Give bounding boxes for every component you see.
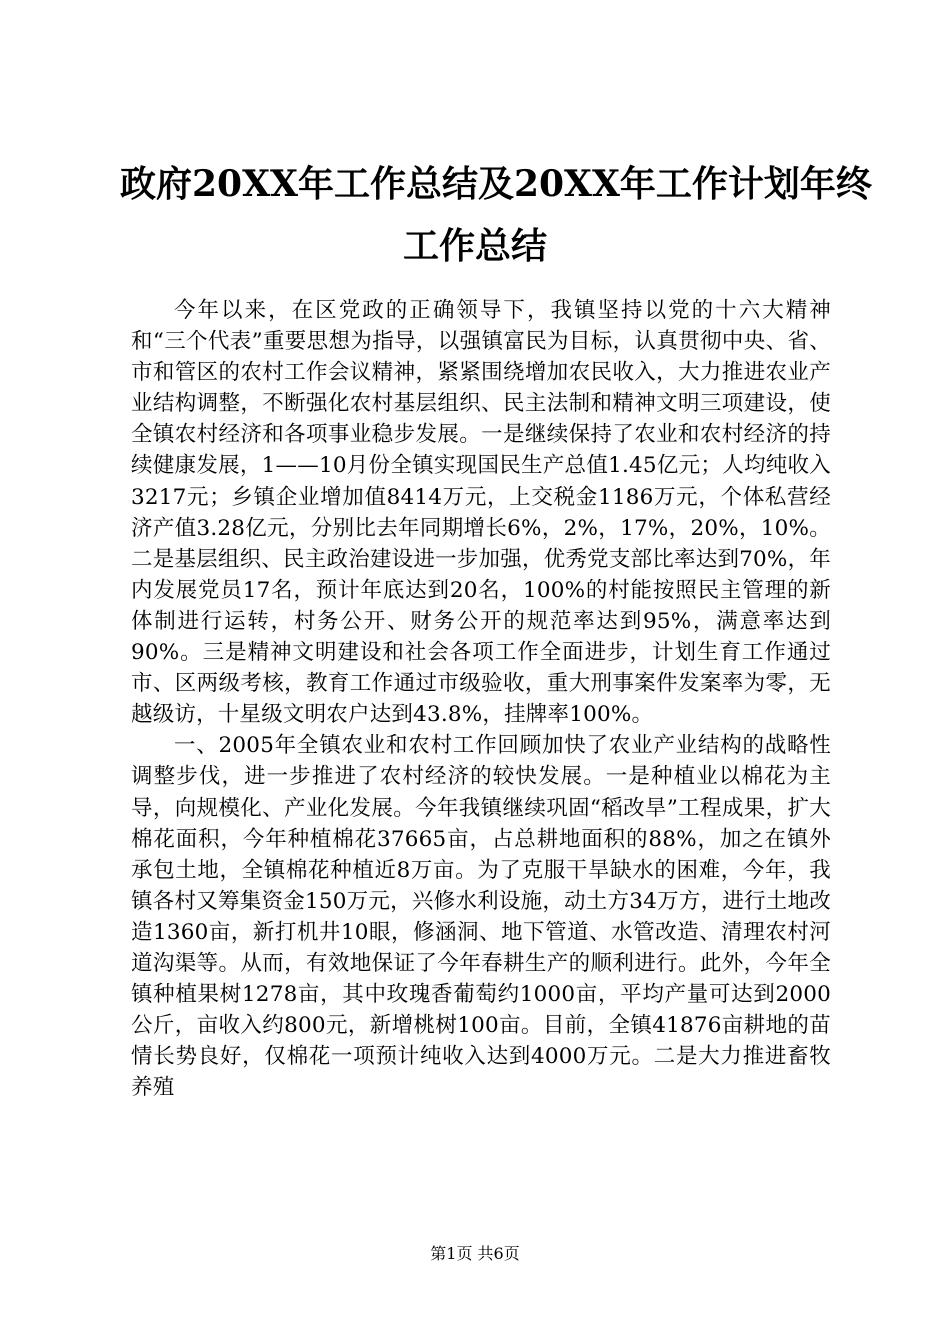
body-paragraph: 一、2005年全镇农业和农村工作回顾加快了农业产业结构的战略性调整步伐，进一步推进了农村经济的较快发展。一是种植业以棉花为主导，向规模化、产业化发展。今年我镇继续巩固“稻改旱”工程成果，扩大棉花面积，今年种植棉花37665亩，占总耕地面积的88%，加之在镇外承包土地，全镇棉花种植近8万亩。为了克服干旱缺水的困难，今年，我镇各村又筹集资金150万元，兴修水利设施，动土方34万方，进行土地改造1360亩，新打机井10眼，修涵洞、地下管道、水管改造、清理农村河道沟渠等。从而，有效地保证了今年春耕生产的顺利进行。此外，今年全镇种植果树1278亩，其中玫瑰香葡萄约1000亩，平均产量可达到2000公斤，亩收入约800元，新增桃树100亩。目前，全镇41876亩耕地的苗情长势良好，仅棉花一项预计纯收入达到4000万元。二是大力推进畜牧养殖 xyxy=(131,733,831,1101)
document-title-line-1: 政府20XX年工作总结及20XX年工作计划年终 xyxy=(120,163,872,205)
body-paragraph: 今年以来，在区党政的正确领导下，我镇坚持以党的十六大精神和“三个代表”重要思想为指导，以强镇富民为目标，认真贯彻中央、省、市和管区的农村工作会议精神，紧紧围绕增加农民收入，大力推进农业产业结构调整，不断强化农村基层组织、民主法制和精神文明三项建设，使全镇农村经济和各项事业稳步发展。一是继续保持了农业和农村经济的持续健康发展，1——10月份全镇实现国民生产总值1.45亿元；人均纯收入3217元；乡镇企业增加值8414万元，上交税金1186万元，个体私营经济产值3.28亿元，分别比去年同期增长6%，2%，17%，20%，10%。二是基层组织、民主政治建设进一步加强，优秀党支部比率达到70%，年内发展党员17名，预计年底达到20名，100%的村能按照民主管理的新体制进行运转，村务公开、财务公开的规范率达到95%，满意率达到90%。三是精神文明建设和社会各项工作全面进步，计划生育工作通过市、区两级考核，教育工作通过市级验收，重大刑事案件发案率为零，无越级访，十星级文明农户达到43.8%，挂牌率100%。 xyxy=(131,298,831,728)
document-body xyxy=(131,295,831,1103)
document-title-line-2: 工作总结 xyxy=(402,225,547,267)
page-number-footer: 第1页 共6页 xyxy=(430,1244,520,1263)
